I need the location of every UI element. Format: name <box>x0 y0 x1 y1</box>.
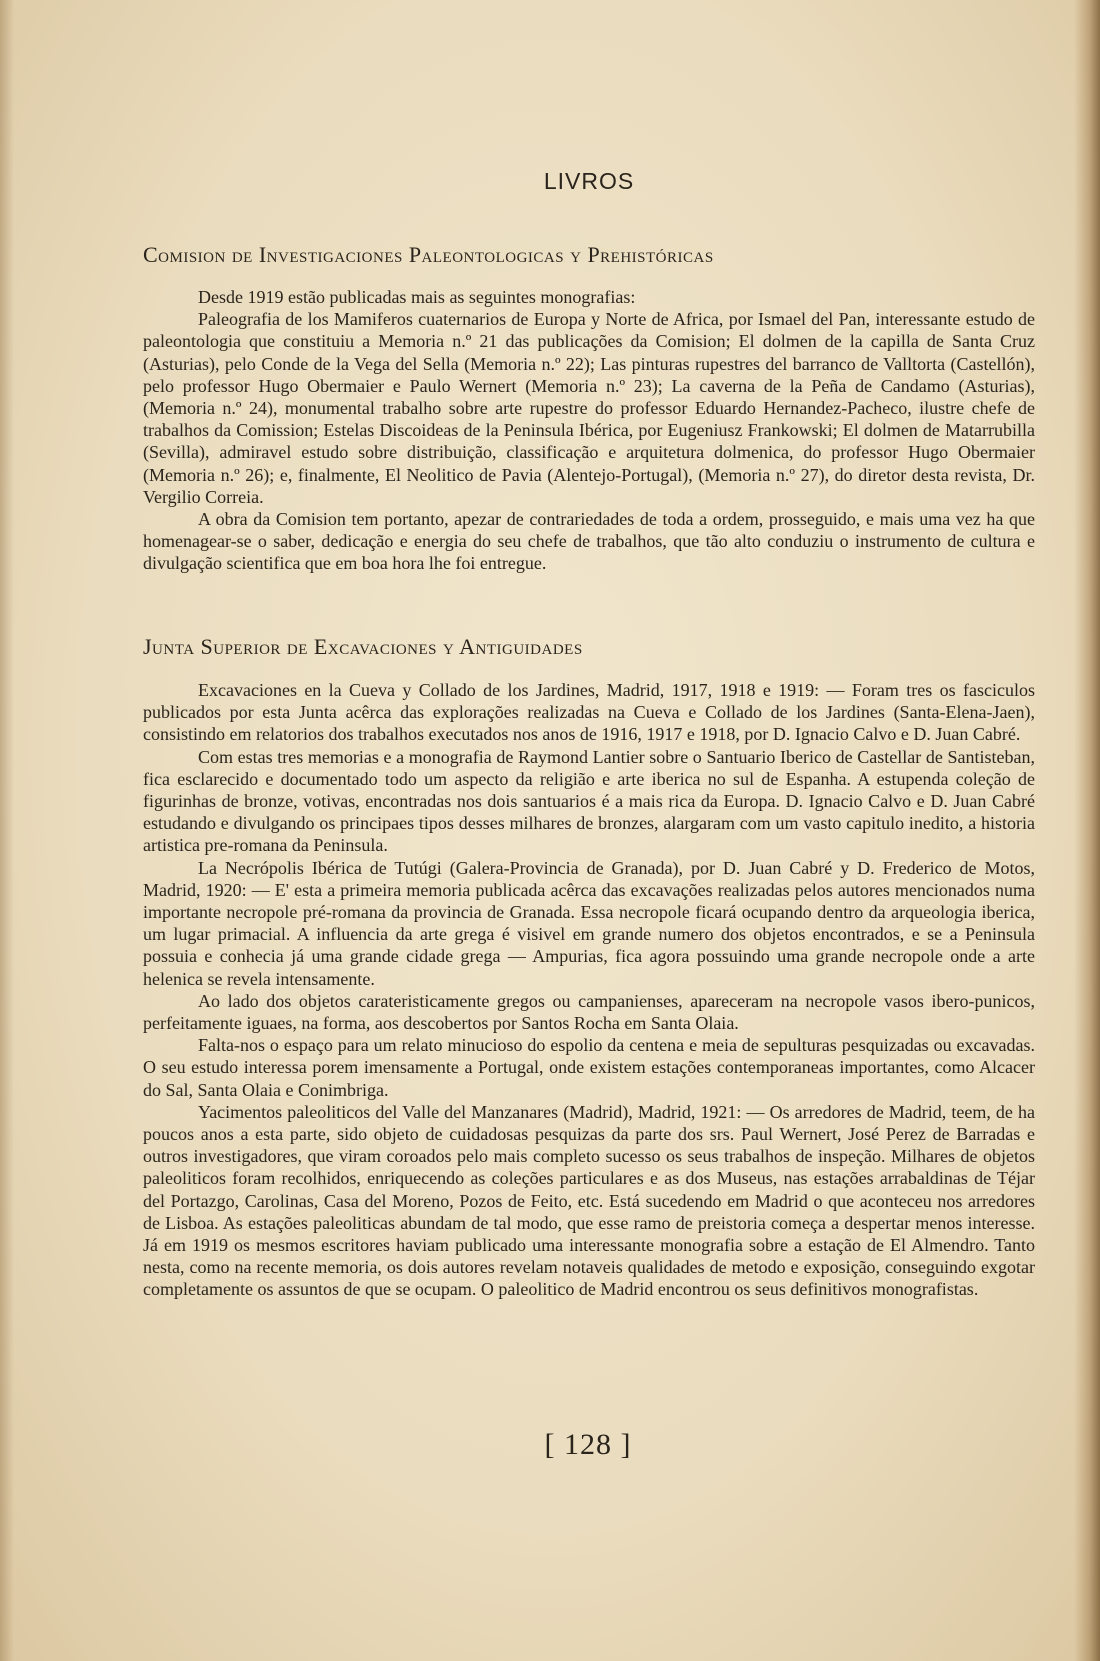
paragraph: Yacimentos paleoliticos del Valle del Manzanares (Madrid), Madrid, 1921: — Os arredores de Madrid, teem, de ha poucos anos a esta parte, sido objeto de cuidadosas pesquizas da parte dos srs. Paul Wernert, José Perez de Barradas e outros investigadores, que viram coroados pelo mais completo sucesso os seus trabalhos de inspeção. Milhares de objetos paleoliticos foram recolhidos, enriquecendo as coleções particulares e as dos Museus, nas estações arrabaldinas de Téjar del Portazgo, Carolinas, Casa del Moreno, Pozos de Feito, etc. Está sucedendo em Madrid o que aconteceu nos arredores de Lisboa. As estações paleoliticas abundam de tal modo, que esse ramo de preistoria começa a despertar menos interesse. Já em 1919 os mesmos escritores haviam publicado uma interessante monografia sobre a estação de El Almendro. Tanto nesta, como na recente memoria, os dois autores revelam notaveis qualidades de metodo e exposição, conseguindo exgotar completamente os assuntos de que se ocupam. O paleolitico de Madrid encontrou os seus definitivos monografistas. <box>143 1101 1035 1300</box>
paragraph: Excavaciones en la Cueva y Collado de los Jardines, Madrid, 1917, 1918 e 1919: — Foram tres os fasciculos publicados por esta Junta acêrca das explorações realizadas na Cueva e Collado de los Jardines (Santa-Elena-Jaen), consistindo em relatorios dos trabalhos executados nos anos de 1916, 1917 e 1918, por D. Ignacio Calvo e D. Juan Cabré. <box>143 680 1035 745</box>
page-heading: LIVROS <box>543 168 635 194</box>
paragraph: Com estas tres memorias e a monografia de Raymond Lantier sobre o Santuario Iberico de Castellar de Santisteban, fica esclarecido e documentado todo um aspecto da religião e arte iberica no sul de Espanha. A estupenda coleção de figurinhas de bronze, votivas, encontradas nos dois santuarios é a mais rica da Europa. D. Ignacio Calvo e D. Juan Cabré estudando e divulgando os principaes tipos desses milhares de bronzes, alargaram com um vasto capitulo inedito, a historia artistica pre-romana da Peninsula. <box>143 746 1035 856</box>
page-left-shadow <box>0 0 14 1661</box>
section-title-comision: Comision de Investigaciones Paleontologicas y Prehistóricas <box>143 242 714 267</box>
paragraph: Desde 1919 estão publicadas mais as seguintes monografias: <box>198 287 636 307</box>
page-number: [ 128 ] <box>544 1428 632 1461</box>
paragraph: A obra da Comision tem portanto, apezar de contrariedades de toda a ordem, prosseguido, e mais uma vez ha que homenagear-se o saber, dedicação e energia do seu chefe de trabalhos, que tão alto conduziu o instrumento de cultura e divulgação scientifica que em boa hora lhe foi entregue. <box>143 509 1035 574</box>
paragraph: La Necrópolis Ibérica de Tutúgi (Galera-Provincia de Granada), por D. Juan Cabré y D. Frederico de Motos, Madrid, 1920: — E' esta a primeira memoria publicada acêrca das excavações realizadas pelos autores mencionados numa importante necropole pré-romana da provincia de Granada. Essa necropole ficará ocupando dentro da arqueologia iberica, um lugar primacial. A influencia da arte grega é visivel em grande numero dos objetos encontrados, e se a Peninsula possuia e conhecia já uma grande cidade grega — Ampurias, fica agora possuindo uma grande necropole onde a arte helenica se revela intensamente. <box>143 857 1035 989</box>
paragraph: Falta-nos o espaço para um relato minucioso do espolio da centena e meia de sepulturas pesquizadas ou excavadas. O seu estudo interessa porem imensamente a Portugal, onde existem estações contemporaneas importantes, como Alcacer do Sal, Santa Olaia e Conimbriga. <box>143 1035 1035 1100</box>
section-title-junta: Junta Superior de Excavaciones y Antiguidades <box>143 634 583 659</box>
section-body-comision <box>143 286 1035 575</box>
section-body-junta <box>143 679 1035 1301</box>
page-right-shadow <box>1074 0 1100 1661</box>
paragraph: Ao lado dos objetos carateristicamente gregos ou campanienses, apareceram na necropole vasos ibero-punicos, perfeitamente iguaes, na forma, aos descobertos por Santos Rocha em Santa Olaia. <box>143 990 1035 1034</box>
paragraph: Paleografia de los Mamiferos cuaternarios de Europa y Norte de Africa, por Ismael del Pan, interessante estudo de paleontologia que constituiu a Memoria n.º 21 das publicações da Comision; El dolmen de la capilla de Santa Cruz (Asturias), pelo Conde de la Vega del Sella (Memoria n.º 22); Las pinturas rupestres del barranco de Valltorta (Castellón), pelo professor Hugo Obermaier e Paulo Wernert (Memoria n.º 23); La caverna de la Peña de Candamo (Asturias), (Memoria n.º 24), monumental trabalho sobre arte rupestre do professor Eduardo Hernandez-Pacheco, ilustre chefe de trabalhos da Comission; Estelas Discoideas de la Peninsula Ibérica, por Eugeniusz Frankowski; El dolmen de Matarrubilla (Sevilla), admiravel estudo sobre distribuição, classificação e arquitetura dolmenica, do professor Hugo Obermaier (Memoria n.º 26); e, finalmente, El Neolitico de Pavia (Alentejo-Portugal), (Memoria n.º 27), do diretor desta revista, Dr. Vergilio Correia. <box>143 309 1035 507</box>
